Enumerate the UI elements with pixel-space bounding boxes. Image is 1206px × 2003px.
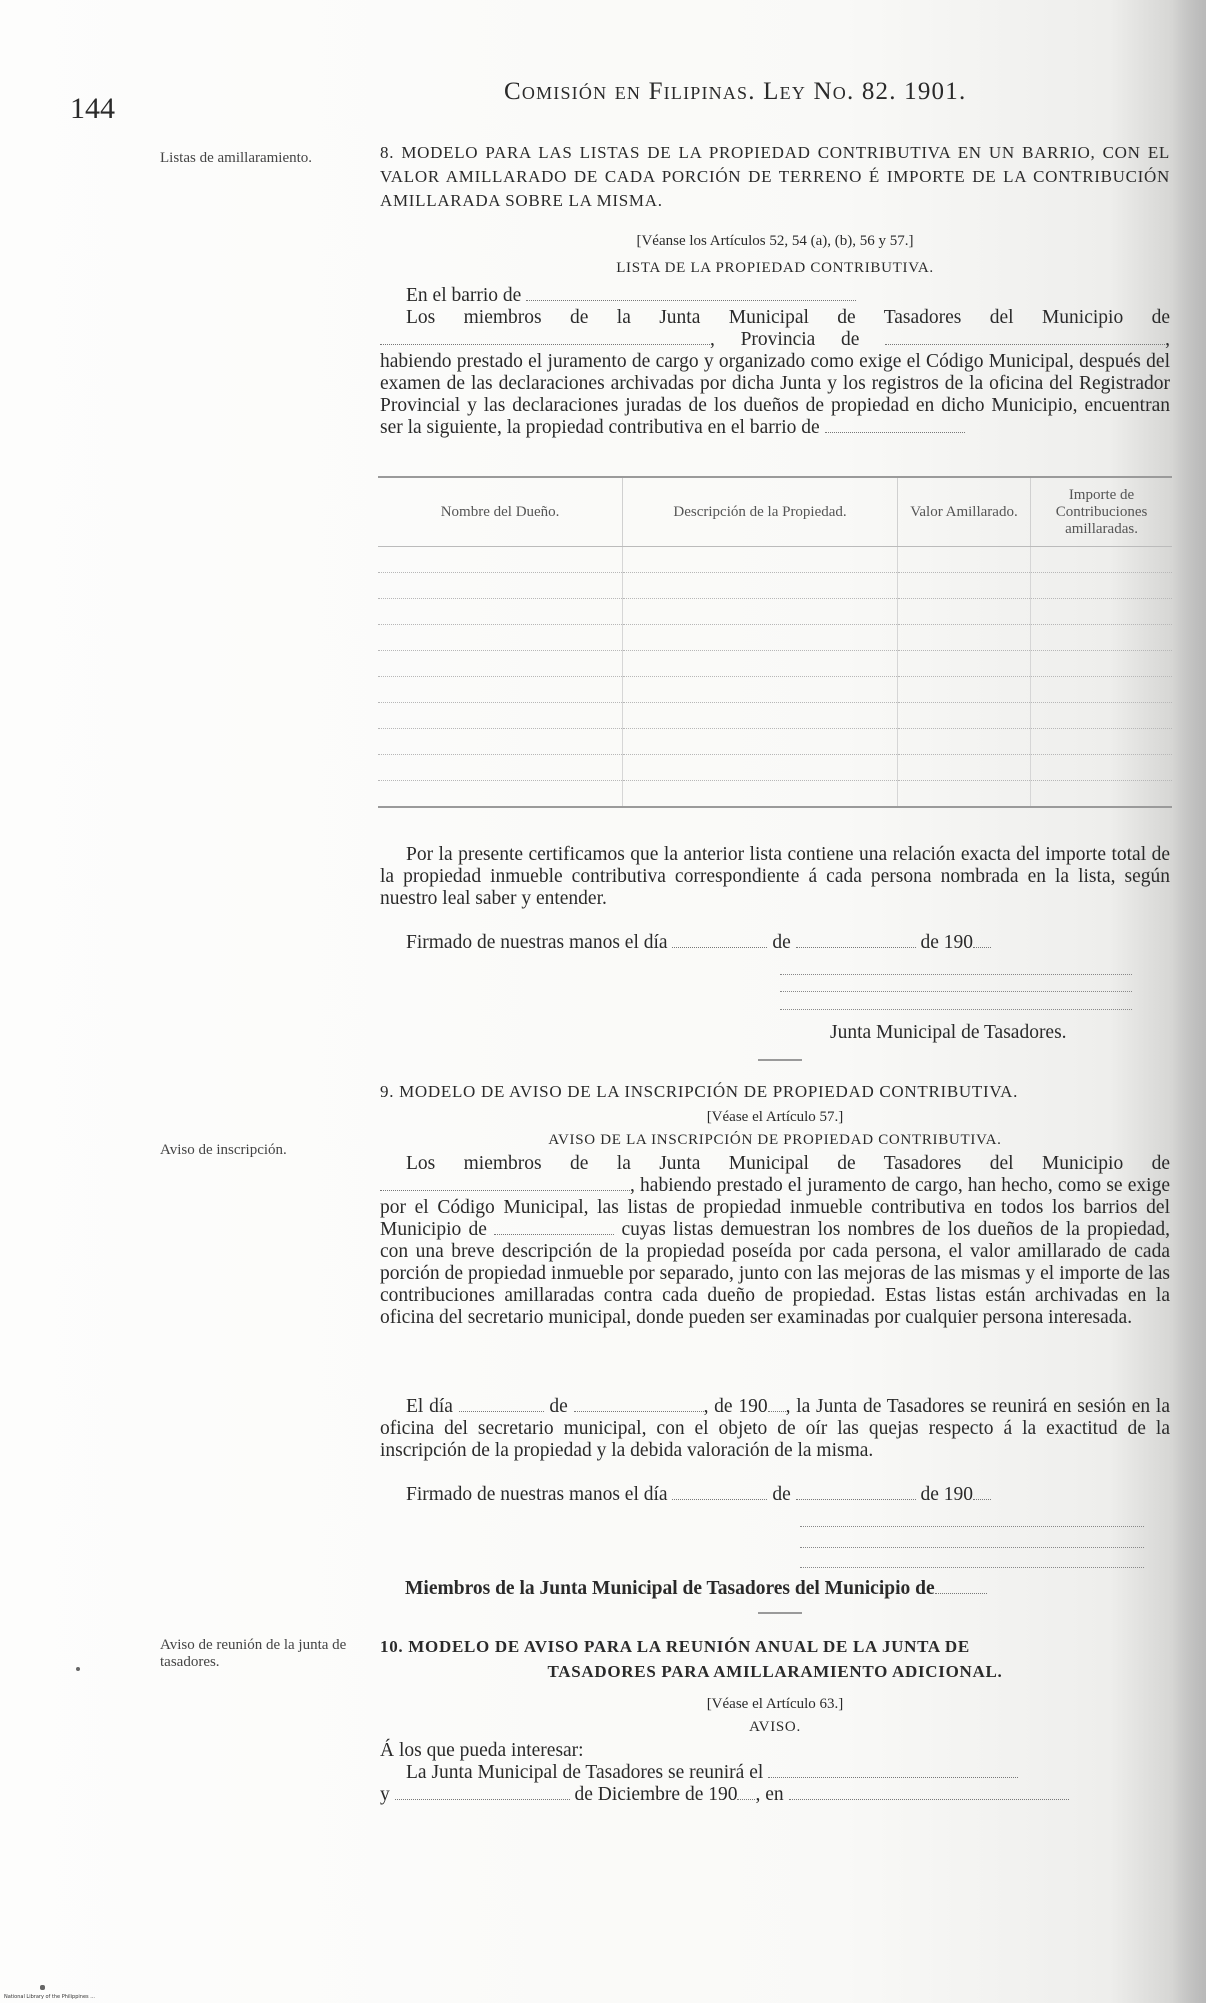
year-blank	[973, 933, 991, 948]
ink-speck	[76, 1667, 80, 1671]
municipio-blank	[380, 330, 710, 345]
table-row	[378, 651, 1172, 677]
table-row	[378, 547, 1172, 573]
binding-shadow	[1172, 0, 1206, 2003]
signature-line	[800, 1566, 1144, 1568]
barrio-label: En el barrio de	[406, 285, 522, 306]
signature-line	[780, 973, 1132, 975]
signature-line	[800, 1546, 1144, 1548]
signature-line	[780, 1008, 1132, 1010]
section-10-subtitle: AVISO.	[749, 1719, 801, 1735]
col-property-description: Descripción de la Propiedad.	[623, 477, 898, 547]
section-8-barrio-line	[380, 285, 1170, 307]
section-8-certification: Por la presente certificamos que la anterior lista contiene una relación exacta del importe total de la propiedad inmueble contributiva correspondiente á cada persona nombrada en la lista, según nuestro leal saber y entender.	[380, 844, 1170, 909]
section-8-subtitle: LISTA DE LA PROPIEDAD CONTRIBUTIVA.	[616, 260, 934, 276]
month-blank	[796, 933, 916, 948]
section-divider	[758, 1612, 802, 1614]
place-blank	[789, 1785, 1069, 1800]
section-9-paragraph-1: Los miembros de la Junta Municipal de Tasadores del Municipio de , habiendo prestado el juramento de cargo, han hecho, como se exige por el Código Municipal, las listas de propiedad inmueble contributiva en todos los barrios del Municipio de cuyas listas demuestran los nombres de los dueños de la propiedad, con una breve descripción de la propiedad poseída por cada persona, el valor amillarado de cada porción de propiedad inmueble por separado, junto con las mejoras de las mismas y el importe de las contribuciones amillaradas contra cada dueño de propiedad. Estas listas están archivadas en la oficina del secretario municipal, donde pueden ser examinadas por cualquier persona interesada.	[380, 1153, 1171, 1328]
section-9-subtitle: AVISO DE LA INSCRIPCIÓN DE PROPIEDAD CONTRIBUTIVA.	[548, 1132, 1002, 1148]
section-9-paragraph-2: El día de , de 190 , la Junta de Tasadores se reunirá en sesión en la oficina del secretario municipal, con el objeto de oír las quejas respecto á la exactitud de la inscripción de la propiedad y la debida valoración de la misma.	[380, 1396, 1171, 1461]
section-8-reference: [Véanse los Artículos 52, 54 (a), (b), 56 y 57.]	[636, 233, 914, 249]
day-blank	[395, 1785, 570, 1800]
section-9-reference: [Véase el Artículo 57.]	[706, 1109, 844, 1125]
municipio-blank-2	[494, 1220, 614, 1235]
property-list-table	[378, 476, 1172, 808]
scan-footer: National Library of the Philippines ...	[4, 1994, 95, 2000]
margin-note-amillaramiento: Listas de amillaramiento.	[160, 150, 313, 166]
table-row	[378, 625, 1172, 651]
table-row	[378, 755, 1172, 781]
section-8-paragraph: Los miembros de la Junta Municipal de Tasadores del Municipio de , Provincia de , habiendo prestado el juramento de cargo y organizado como exige el Código Municipal, después del examen de las declaraciones archivadas por dicha Junta y los registros de la oficina del Registrador Provincial y las declaraciones juradas de los dueños de propiedad en dicho Municipio, encuentran ser la siguiente, la propiedad contributiva en el barrio de	[380, 307, 1170, 438]
running-head: Comisión en Filipinas. Ley No. 82. 1901.	[504, 78, 967, 105]
section-10-line-2: y de Diciembre de 190 , en	[380, 1784, 1170, 1806]
table-row	[378, 781, 1172, 808]
section-8-heading: 8. MODELO PARA LAS LISTAS DE LA PROPIEDAD CONTRIBUTIVA EN UN BARRIO, CON EL VALOR AMILLARADO DE CADA PORCIÓN DE TERRENO É IMPORTE DE LA CONTRIBUCIÓN AMILLARADA SOBRE LA MISMA.	[380, 143, 1170, 210]
section-10-heading-2: TASADORES PARA AMILLARAMIENTO ADICIONAL.	[547, 1662, 1003, 1681]
day-blank	[672, 933, 767, 948]
section-10-salutation: Á los que pueda interesar:	[380, 1740, 584, 1761]
year-blank	[973, 1485, 991, 1500]
section-9-signed-line: Firmado de nuestras manos el día de de 190	[380, 1484, 1170, 1506]
month-blank	[574, 1397, 704, 1412]
section-10-heading-1: 10. MODELO DE AVISO PARA LA REUNIÓN ANUAL DE LA JUNTA DE	[380, 1637, 970, 1656]
year-blank	[737, 1785, 755, 1800]
section-9-board: Miembros de la Junta Municipal de Tasadores del Municipio de	[405, 1578, 1195, 1600]
section-8-signed-line: Firmado de nuestras manos el día de de 190	[380, 932, 1170, 954]
table-row	[378, 703, 1172, 729]
day-blank	[459, 1397, 544, 1412]
year-blank	[768, 1397, 786, 1412]
municipio-blank	[380, 1176, 630, 1191]
day-blank	[672, 1485, 767, 1500]
ink-speck	[40, 1985, 45, 1990]
signature-line	[800, 1525, 1144, 1527]
section-9-heading: 9. MODELO DE AVISO DE LA INSCRIPCIÓN DE PROPIEDAD CONTRIBUTIVA.	[380, 1082, 1019, 1101]
month-blank	[796, 1485, 916, 1500]
date-blank	[768, 1763, 1018, 1778]
table-row	[378, 677, 1172, 703]
section-10-line-1: La Junta Municipal de Tasadores se reunirá el	[380, 1762, 1170, 1784]
section-10-reference: [Véase el Artículo 63.]	[706, 1696, 844, 1712]
barrio-blank	[526, 286, 856, 301]
table-row	[378, 573, 1172, 599]
signature-line	[780, 990, 1132, 992]
municipio-blank	[935, 1579, 987, 1594]
section-divider	[758, 1059, 802, 1061]
section-8-board: Junta Municipal de Tasadores.	[830, 1022, 1067, 1043]
table-row	[378, 599, 1172, 625]
col-owner-name: Nombre del Dueño.	[378, 477, 623, 547]
page-number: 144	[70, 92, 115, 125]
barrio-blank-2	[825, 418, 965, 433]
margin-note-aviso-reunion: Aviso de reunión de la junta de tasadores.	[160, 1637, 347, 1670]
col-assessed-value: Valor Amillarado.	[897, 477, 1030, 547]
col-tax-amount: Importe de Contribuciones amillaradas.	[1031, 477, 1172, 547]
provincia-blank	[885, 330, 1165, 345]
margin-note-aviso-inscripcion: Aviso de inscripción.	[160, 1142, 287, 1158]
table-row	[378, 729, 1172, 755]
